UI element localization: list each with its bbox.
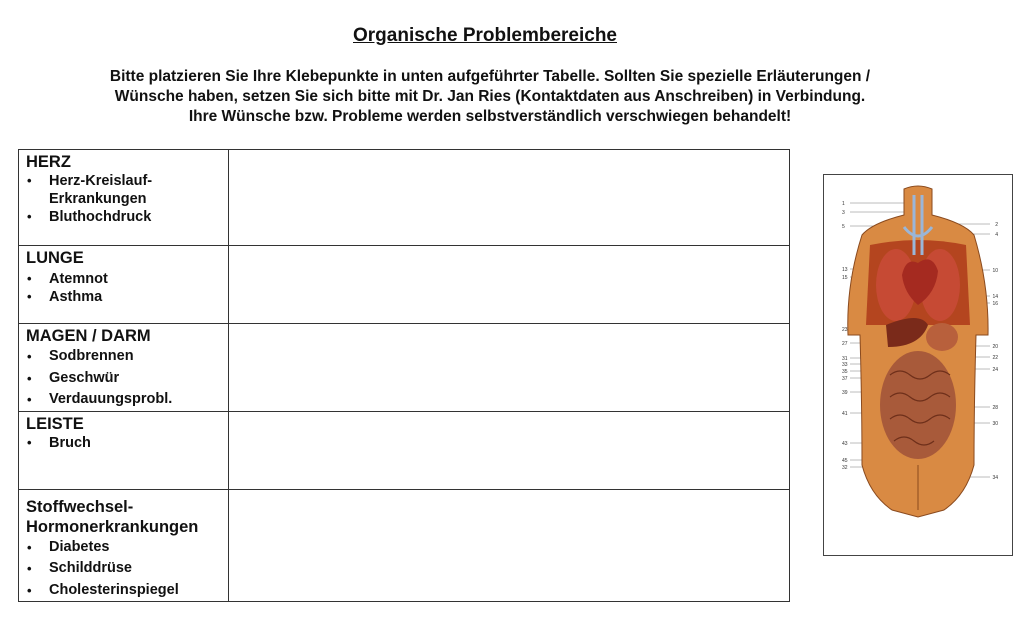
table-row-stoffwechsel bbox=[19, 489, 790, 602]
table-row-leiste bbox=[19, 411, 790, 489]
anatomy-number-label: 2 bbox=[995, 222, 998, 228]
instruction-line: Wünsche haben, setzen Sie sich bitte mit Dr. Jan Ries (Kontaktdaten aus Anschreiben) in Verbindung. bbox=[114, 88, 866, 105]
category-label: LEISTE bbox=[26, 414, 84, 433]
table-row-herz bbox=[19, 150, 790, 246]
anatomy-number-label: 13 bbox=[842, 267, 848, 273]
anatomy-number-label: 24 bbox=[992, 367, 998, 373]
list-item: • Atemnot bbox=[26, 270, 228, 288]
anatomy-number-label: 22 bbox=[992, 355, 998, 361]
anatomy-number-label: 35 bbox=[842, 369, 848, 375]
anatomy-number-label: 37 bbox=[842, 376, 848, 382]
list-item: • Cholesterinspiegel bbox=[26, 580, 228, 602]
list-item: • Verdauungsprobl. bbox=[26, 389, 228, 411]
category-label: LUNGE bbox=[26, 249, 84, 267]
category-cell bbox=[19, 489, 229, 602]
torso-organs-image bbox=[824, 175, 1012, 555]
anatomy-number-label: 39 bbox=[842, 390, 848, 396]
category-label: HERZ bbox=[26, 153, 71, 171]
anatomy-number-label: 31 bbox=[842, 356, 848, 362]
table-row-magen-darm bbox=[19, 324, 790, 412]
anatomy-number-label: 32 bbox=[842, 465, 848, 471]
table-row-lunge bbox=[19, 246, 790, 324]
list-item: • Sodbrennen bbox=[26, 346, 228, 368]
anatomy-number-label: 33 bbox=[842, 362, 848, 368]
anatomy-number-label: 28 bbox=[992, 405, 998, 411]
anatomy-number-label: 27 bbox=[842, 341, 848, 347]
category-cell bbox=[19, 246, 229, 324]
anatomy-number-label: 20 bbox=[992, 344, 998, 350]
sticker-area[interactable] bbox=[229, 324, 790, 412]
list-item: • Diabetes bbox=[26, 537, 228, 559]
page-title: Organische Problembereiche bbox=[353, 25, 617, 46]
list-item: • Geschwür bbox=[26, 368, 228, 390]
anatomy-number-label: 4 bbox=[995, 232, 998, 238]
category-label: Hormonerkrankungen bbox=[26, 517, 199, 536]
anatomy-number-label: 15 bbox=[842, 275, 848, 281]
anatomy-number-label: 10 bbox=[992, 268, 998, 274]
instruction-line: Bitte platzieren Sie Ihre Klebepunkte in unten aufgeführter Tabelle. Sollten Sie spezielle Erläuterungen / bbox=[109, 68, 871, 85]
list-item: • Herz-Kreislauf- bbox=[26, 172, 228, 190]
sticker-area[interactable] bbox=[229, 150, 790, 246]
list-item: • Schilddrüse bbox=[26, 558, 228, 580]
anatomy-number-label: 14 bbox=[992, 294, 998, 300]
anatomy-number-label: 5 bbox=[842, 224, 845, 230]
anatomy-number-label: 16 bbox=[992, 301, 998, 307]
list-item: • Asthma bbox=[26, 288, 228, 306]
category-cell bbox=[19, 324, 229, 412]
list-item: • Bruch bbox=[26, 434, 228, 452]
sticker-area[interactable] bbox=[229, 489, 790, 602]
sticker-area[interactable] bbox=[229, 246, 790, 324]
anatomy-number-label: 1 bbox=[842, 201, 845, 207]
anatomy-number-label: 43 bbox=[842, 441, 848, 447]
list-item-continuation: Erkrankungen bbox=[49, 191, 147, 207]
anatomy-number-label: 30 bbox=[992, 421, 998, 427]
category-cell bbox=[19, 150, 229, 246]
anatomy-number-label: 34 bbox=[992, 475, 998, 481]
sticker-area[interactable] bbox=[229, 411, 790, 489]
instruction-line: Ihre Wünsche bzw. Probleme werden selbstverständlich verschwiegen behandelt! bbox=[188, 108, 792, 125]
problem-table bbox=[18, 149, 790, 602]
anatomy-number-label: 23 bbox=[842, 327, 848, 333]
anatomy-number-label: 41 bbox=[842, 411, 848, 417]
anatomy-number-label: 45 bbox=[842, 458, 848, 464]
instructions bbox=[0, 67, 980, 127]
category-label: Stoffwechsel- bbox=[26, 497, 134, 516]
anatomy-illustration bbox=[823, 174, 1013, 556]
category-cell bbox=[19, 411, 229, 489]
list-item: • Bluthochdruck bbox=[26, 208, 228, 226]
category-label: MAGEN / DARM bbox=[26, 327, 151, 345]
anatomy-number-label: 3 bbox=[842, 210, 845, 216]
